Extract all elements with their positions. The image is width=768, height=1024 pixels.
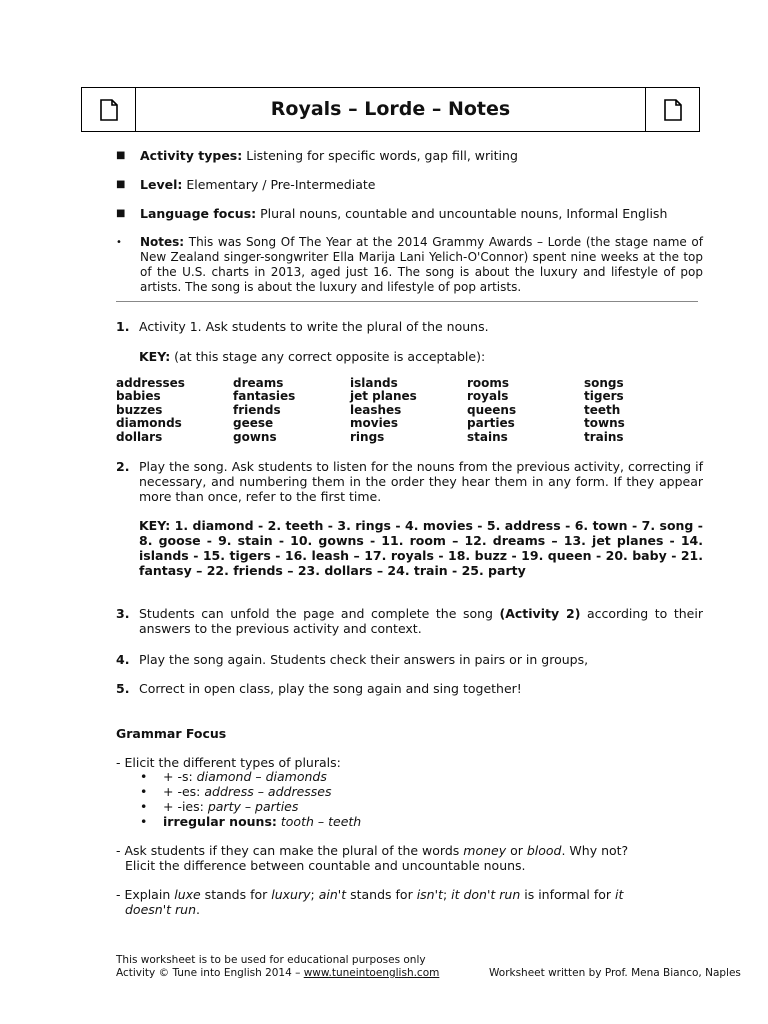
step-text: Play the song. Ask students to listen for the nouns from the previous activity, correcting if necessary, and numbering them in the order they hear them in any form. If they appear more than once, refer to the first time. — [139, 459, 703, 504]
plural-nouns-table — [116, 377, 701, 444]
noun-cell: royals — [467, 389, 509, 404]
step-1-key — [139, 349, 485, 364]
bullet-icon: • — [140, 814, 148, 829]
noun-cell: geese — [233, 416, 274, 431]
phrase-it-dont-run: it don't run — [451, 887, 521, 902]
step-4 — [116, 652, 703, 667]
explain-text: stands for — [200, 887, 272, 902]
noun-cell: tigers — [584, 389, 624, 404]
bullet-icon: • — [140, 799, 148, 814]
noun-column — [233, 377, 350, 444]
step-text: Play the song again. Students check their answers in pairs or in groups, — [139, 652, 589, 667]
noun-column — [116, 377, 233, 444]
noun-cell: parties — [467, 416, 515, 431]
info-activity — [116, 148, 703, 163]
noun-column — [584, 377, 701, 444]
level-label: Level: — [140, 177, 183, 192]
page-title: Royals – Lorde – Notes — [270, 98, 511, 120]
square-bullet-icon: ■ — [116, 150, 126, 161]
step-number: 1. — [116, 319, 130, 334]
plural-rule — [140, 814, 361, 829]
step-number: 3. — [116, 606, 130, 621]
grammar-title — [116, 726, 716, 741]
grammar-ask — [116, 843, 716, 873]
footer-usage: This worksheet is to be used for educational purposes only — [116, 954, 426, 966]
noun-cell: trains — [584, 429, 624, 444]
word-money: money — [463, 843, 507, 858]
noun-cell: jet planes — [350, 389, 417, 404]
focus-text: Plural nouns, countable and uncountable nouns, Informal English — [256, 206, 668, 221]
step-text — [139, 606, 703, 636]
step-3-text-a: Students can unfold the page and complete the song — [139, 606, 500, 621]
document-icon — [100, 99, 118, 121]
noun-cell: friends — [233, 402, 281, 417]
noun-cell: fantasies — [233, 389, 296, 404]
noun-cell: babies — [116, 389, 161, 404]
footer-left — [116, 954, 439, 980]
step-text: Activity 1. Ask students to write the plural of the nouns. — [139, 319, 489, 334]
rule-example: tooth – teeth — [276, 814, 362, 829]
rule-label: + -es: — [163, 784, 201, 799]
footer-website-link[interactable]: www.tuneintoenglish.com — [303, 967, 440, 979]
header-right-cell — [645, 88, 699, 131]
noun-cell: songs — [584, 376, 624, 390]
noun-cell: queens — [467, 402, 517, 417]
noun-cell: rooms — [467, 376, 510, 390]
activity-label: Activity types: — [140, 148, 243, 163]
explain-text: is informal for — [520, 887, 616, 902]
noun-cell: dreams — [233, 376, 284, 390]
ask-or: or — [506, 843, 527, 858]
info-level — [116, 177, 703, 192]
step-number: 5. — [116, 681, 130, 696]
divider — [116, 301, 698, 302]
focus-label: Language focus: — [140, 206, 257, 221]
bullet-icon: • — [140, 784, 148, 799]
noun-cell: buzzes — [116, 402, 163, 417]
step-2-key: KEY: 1. diamond - 2. teeth - 3. rings - 4. movies - 5. address - 6. town - 7. song - 8. goose - 9. stain - 10. gowns - 11. room – 12. dreams – 13. jet planes - 14. islands - 15. tigers - 16. leash – 17. royals - 18. buzz - 19. queen - 20. baby - 21. fantasy – 22. friends – 23. dollars – 24. train - 25. party — [139, 518, 703, 578]
explain-text: stands for — [346, 887, 417, 902]
word-aint: ain't — [318, 887, 347, 902]
header-left-cell — [82, 88, 136, 131]
plural-rule — [140, 784, 361, 799]
info-focus — [116, 206, 703, 221]
key-text: (at this stage any correct opposite is acceptable): — [170, 349, 486, 364]
step-5 — [116, 681, 703, 696]
plural-rule — [140, 799, 361, 814]
explain-text: - Explain — [116, 887, 175, 902]
ask-why: . Why not? — [561, 843, 629, 858]
rule-example: address – addresses — [200, 784, 332, 799]
info-notes — [116, 235, 703, 295]
ask-line-2: Elicit the difference between countable and uncountable nouns. — [125, 858, 526, 873]
word-it: it — [615, 887, 624, 902]
notes-label: Notes: — [140, 235, 185, 249]
activity-text: Listening for specific words, gap fill, writing — [242, 148, 518, 163]
step-text: Correct in open class, play the song again and sing together! — [139, 681, 522, 696]
noun-column — [467, 377, 584, 444]
step-3 — [116, 606, 703, 636]
ask-text: - Ask students if they can make the plural of the words — [116, 843, 464, 858]
word-blood: blood — [526, 843, 562, 858]
word-isnt: isn't — [416, 887, 443, 902]
grammar-explain — [116, 887, 716, 917]
rule-example: party – parties — [203, 799, 299, 814]
notes-text: This was Song Of The Year at the 2014 Grammy Awards – Lorde (the stage name of New Zealand singer-songwriter Ella Marija Lani Yelich-O'Connor) spent nine weeks at the top of the U.S. charts in 2013, aged just 16. The song is about the luxury and lifestyle of pop artists. The song is about the luxury and lifestyle of pop artists. — [140, 235, 703, 294]
rule-label: irregular nouns: — [163, 814, 277, 829]
step-3-text-c: according to their answers to the previous activity and context. — [139, 606, 703, 636]
document-icon — [664, 99, 682, 121]
noun-cell: leashes — [350, 402, 402, 417]
footer-author: Worksheet written by Prof. Mena Bianco, Naples — [489, 967, 741, 979]
step-number: 2. — [116, 459, 130, 474]
noun-cell: addresses — [116, 376, 185, 390]
plural-rules-list — [140, 769, 361, 829]
header-box — [81, 87, 700, 132]
noun-column — [350, 377, 467, 444]
noun-cell: stains — [467, 429, 508, 444]
square-bullet-icon: ■ — [116, 208, 126, 219]
noun-cell: movies — [350, 416, 398, 431]
round-bullet-icon: • — [116, 237, 122, 248]
explain-text: ; — [442, 887, 452, 902]
word-luxe: luxe — [174, 887, 201, 902]
step-1 — [116, 319, 703, 334]
phrase-doesnt-run: doesn't run — [125, 902, 197, 917]
noun-cell: towns — [584, 416, 625, 431]
plural-rule — [140, 769, 361, 784]
explain-end: . — [196, 902, 200, 917]
noun-cell: diamonds — [116, 416, 182, 431]
noun-cell: islands — [350, 376, 398, 390]
info-list — [116, 148, 703, 295]
step-number: 4. — [116, 652, 130, 667]
step-2 — [116, 459, 703, 578]
key-label: KEY: — [139, 349, 171, 364]
noun-cell: teeth — [584, 402, 621, 417]
square-bullet-icon: ■ — [116, 179, 126, 190]
rule-label: + -s: — [163, 769, 193, 784]
activity-2-ref: (Activity 2) — [499, 606, 581, 621]
bullet-icon: • — [140, 769, 148, 784]
footer-copyright: Activity © Tune into English 2014 – — [116, 967, 304, 979]
word-luxury: luxury — [271, 887, 311, 902]
explain-text: ; — [310, 887, 319, 902]
grammar-elicit: - Elicit the different types of plurals: — [116, 755, 341, 770]
rule-label: + -ies: — [163, 799, 204, 814]
level-text: Elementary / Pre-Intermediate — [182, 177, 376, 192]
noun-cell: dollars — [116, 429, 163, 444]
grammar-heading: Grammar Focus — [116, 726, 227, 741]
rule-example: diamond – diamonds — [192, 769, 327, 784]
noun-cell: gowns — [233, 429, 277, 444]
noun-cell: rings — [350, 429, 385, 444]
